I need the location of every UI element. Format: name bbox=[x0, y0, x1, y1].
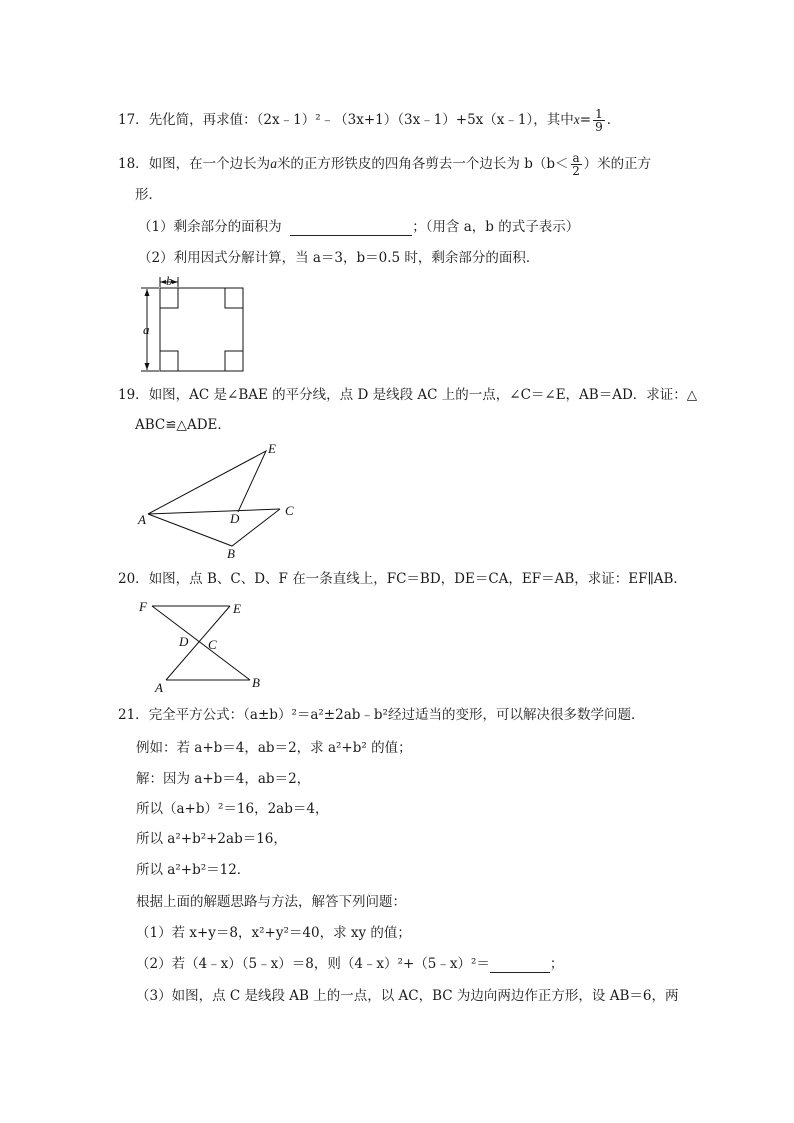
q21-line1 bbox=[118, 706, 644, 724]
q20-label-a: A bbox=[155, 680, 163, 695]
q19-line1 bbox=[118, 386, 697, 404]
q20-label-d: D bbox=[179, 634, 189, 649]
q18-part1 bbox=[138, 218, 579, 236]
q18-text-b: 米的正方形铁皮的四角各剪去一个边长为 b（b＜ bbox=[276, 156, 569, 172]
q17-frac-num: 1 bbox=[595, 107, 603, 121]
q21-solution-4: 所以 a²+b²＝12． bbox=[136, 862, 251, 878]
q18-line2: 形． bbox=[135, 187, 162, 203]
q18-fraction bbox=[571, 152, 582, 177]
q21-text: 完全平方公式：（a±b）²＝a²±2ab﹣b²经过适当的变形，可以解决很多数学问题． bbox=[148, 707, 645, 723]
q21-part2-text: （2）若（4﹣x）（5﹣x）＝8，则（4﹣x）²+（5﹣x）²＝ bbox=[136, 956, 490, 972]
q19-line2: ABC≌△ADE． bbox=[135, 417, 231, 433]
q18-number: 18． bbox=[118, 156, 149, 172]
q19-label-a: A bbox=[138, 512, 146, 527]
q19-label-b: B bbox=[227, 546, 235, 561]
q19-figure bbox=[130, 440, 310, 565]
q17-var: x bbox=[573, 112, 580, 127]
q19-label-c: C bbox=[285, 503, 294, 518]
q18-part1-hint: ；（用含 a，b 的式子表示） bbox=[412, 219, 580, 235]
q18-label-b: b bbox=[166, 273, 173, 288]
q20-label-f: F bbox=[139, 599, 147, 614]
q18-part2: （2）利用因式分解计算，当 a＝3，b＝0.5 时，剩余部分的面积． bbox=[138, 250, 540, 266]
q21-solution-3: 所以 a²+b²+2ab＝16， bbox=[136, 831, 287, 847]
q21-number: 21． bbox=[118, 707, 149, 723]
q20-text: 如图，点 B、C、D、F 在一条直线上，FC＝BD，DE＝CA，EF＝AB，求证：EF∥AB． bbox=[148, 571, 687, 587]
q19-text: 如图，AC 是∠BAE 的平分线，点 D 是线段 AC 上的一点，∠C＝∠E，AB＝AD．求证：△ bbox=[148, 387, 698, 403]
q18-label-a: a bbox=[143, 322, 150, 337]
q18-answer-blank[interactable] bbox=[290, 221, 412, 236]
q20-label-c: C bbox=[208, 637, 217, 652]
q18-frac-den: 2 bbox=[572, 164, 580, 178]
q21-solution-2: 所以（a+b）²＝16，2ab＝4， bbox=[136, 801, 329, 817]
q21-example: 例如：若 a+b＝4，ab＝2，求 a²+b² 的值； bbox=[136, 740, 412, 756]
q19-label-e: E bbox=[268, 441, 276, 456]
q20-label-e: E bbox=[233, 601, 241, 616]
q18-var-a: a bbox=[270, 156, 277, 171]
q17-fraction bbox=[593, 108, 605, 133]
q19-label-d: D bbox=[230, 511, 240, 526]
q21-part1: （1）若 x+y＝8，x²+y²＝40，求 xy 的值； bbox=[136, 925, 411, 941]
q21-intro: 根据上面的解题思路与方法，解答下列问题： bbox=[136, 894, 406, 910]
q18-text-c: ）米的正方 bbox=[583, 156, 652, 172]
q21-part2-end: ； bbox=[549, 956, 564, 972]
q17-line bbox=[118, 108, 620, 133]
q20-label-b: B bbox=[252, 675, 260, 690]
q21-solution-1: 解：因为 a+b＝4，ab＝2， bbox=[136, 771, 311, 787]
q20-figure bbox=[135, 596, 275, 696]
q18-figure bbox=[135, 273, 250, 375]
q21-answer-blank[interactable] bbox=[490, 958, 550, 973]
q20-number: 20． bbox=[118, 571, 149, 587]
q18-line1 bbox=[118, 152, 651, 177]
q21-part2 bbox=[136, 955, 563, 973]
q17-eq: = bbox=[579, 112, 592, 128]
q21-part3: （3）如图，点 C 是线段 AB 上的一点，以 AC，BC 为边向两边作正方形，设 AB＝6，两 bbox=[136, 988, 679, 1004]
q20-line1 bbox=[118, 570, 687, 588]
q17-frac-den: 9 bbox=[595, 120, 603, 134]
q17-text: 先化简，再求值：（2x﹣1）²﹣（3x+1）（3x﹣1）+5x（x﹣1），其中 bbox=[148, 112, 574, 128]
q18-part1-text: （1）剩余部分的面积为 bbox=[138, 219, 282, 235]
q19-number: 19． bbox=[118, 387, 149, 403]
q18-text-a: 如图，在一个边长为 bbox=[148, 156, 271, 172]
q17-end: ． bbox=[606, 112, 621, 128]
q18-frac-num: a bbox=[572, 151, 580, 165]
q17-number: 17． bbox=[118, 112, 149, 128]
